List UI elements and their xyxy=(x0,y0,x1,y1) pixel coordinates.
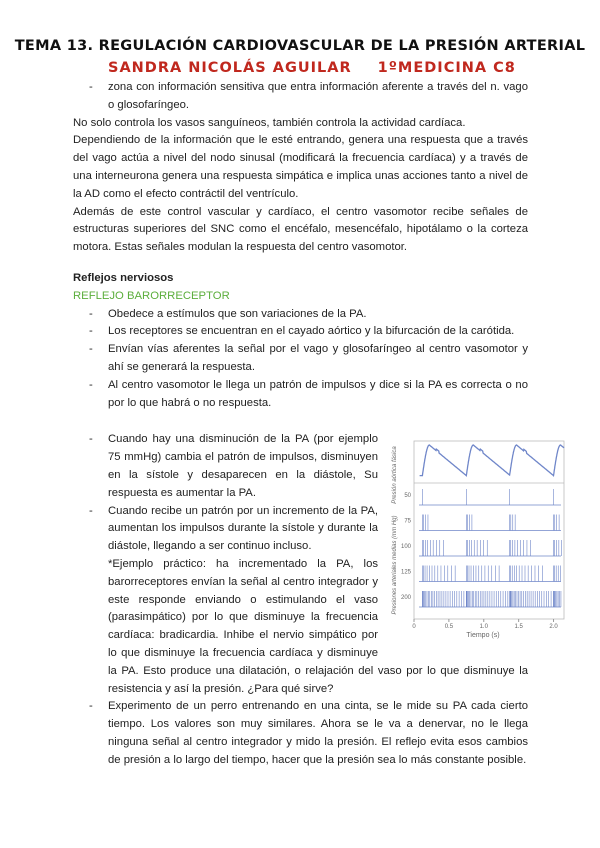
x-tick-label: 1.0 xyxy=(479,624,488,631)
paragraph: Dependiendo de la información que le esté entrando, genera una respuesta que a través del vago actúa a nivel del nodo sinusal (modificará la frecuencia cardíaca) y a través de una interneurona genera una respuesta simpática e implica unas acciones tanto a nivel de la AD como el efecto contráctil del ventrículo. xyxy=(73,134,528,200)
document-body xyxy=(73,79,558,769)
x-tick-label: 0 xyxy=(412,624,416,631)
subsection-heading: REFLEJO BARORRECEPTOR xyxy=(73,289,230,302)
list-item: - Envían vías aferentes la señal por el vago y glosofaríngeo al centro vasomotor y ahí se generará la respuesta. xyxy=(73,341,528,377)
x-tick-label: 0.5 xyxy=(444,624,454,631)
row-label: 100 xyxy=(400,544,411,551)
row-label: 50 xyxy=(404,493,411,500)
course-label: 1ºMEDICINA C8 xyxy=(377,60,516,76)
y-label-top: Presión aórtica fásica xyxy=(392,446,398,505)
example-text: *Ejemplo práctico: ha incrementado la PA, los barorreceptores envían la señal al centro integrador y este responde enviando o estimulando el vaso (parasimpático) por lo que disminuye la frecuencia cardíaca: bradicardia. Inhibe el nervio simpático por lo que disminuye la frecuencia cardíaca y disminuye la PA. Esto produce una dilatación, o relajación del vaso por lo que disminuye la resistencia y así la presión. ¿Para qué sirve? xyxy=(108,557,528,695)
y-label-bottom: Presiones arteriales medias (mm Hg) xyxy=(392,515,398,615)
paragraph: Además de este control vascular y cardíaco, el centro vasomotor recibe señales de estructuras superiores del SNC como el encéfalo, mesencéfalo, hipotálamo o la corteza motora. Estas señales modulan la respuesta del centro vasomotor. xyxy=(73,205,528,254)
document-title: TEMA 13. REGULACIÓN CARDIOVASCULAR DE LA PRESIÓN ARTERIAL xyxy=(14,38,586,54)
list-item: - Cuando hay una disminución de la PA (por ejemplo 75 mmHg) cambia el patrón de impulsos, disminuyen en la sístole y desaparecen en la diástole, Su respuesta es aumentar la PA. xyxy=(73,431,528,502)
list-item: - Los receptores se encuentran en el cayado aórtico y la bifurcación de la carótida. xyxy=(73,323,528,341)
x-tick-label: 1.5 xyxy=(514,624,523,631)
row-label: 125 xyxy=(400,569,411,576)
paragraph: No solo controla los vasos sanguíneos, también controla la actividad cardíaca. xyxy=(73,116,466,129)
row-label: 200 xyxy=(400,595,411,602)
list-item: - Experimento de un perro entrenando en una cinta, se le mide su PA cada cierto tiempo. Los valores son muy similares. Ahora se le va a denervar, no le llega ninguna señal al centro integrador y mido la presión. El reflejo evita esos cambios de presión a lo largo del tiempo, hacer que la presión sea lo más constante posible. xyxy=(73,698,528,769)
list-item-text: Cuando recibe un patrón por un incremento de la PA, aumentan los impulsos durante la sístole y durante la diástole, llegando a ser continuo incluso. xyxy=(108,504,378,553)
row-label: 75 xyxy=(404,518,411,525)
list-item: - Obedece a estímulos que son variaciones de la PA. xyxy=(73,306,528,324)
x-tick-label: 2.0 xyxy=(549,624,558,631)
x-axis-label: Tiempo (s) xyxy=(466,632,500,640)
author-line xyxy=(108,60,542,76)
list-item xyxy=(73,503,528,699)
author-name: SANDRA NICOLÁS AGUILAR xyxy=(108,60,352,76)
list-item: - zona con información sensitiva que entra información aferente a través del n. vago o glosofaríngeo. xyxy=(73,79,528,115)
list-item: - Al centro vasomotor le llega un patrón de impulsos y dice si la PA es correcta o no por lo que habrá o no respuesta. xyxy=(73,377,528,413)
section-heading: Reflejos nerviosos xyxy=(73,271,174,284)
